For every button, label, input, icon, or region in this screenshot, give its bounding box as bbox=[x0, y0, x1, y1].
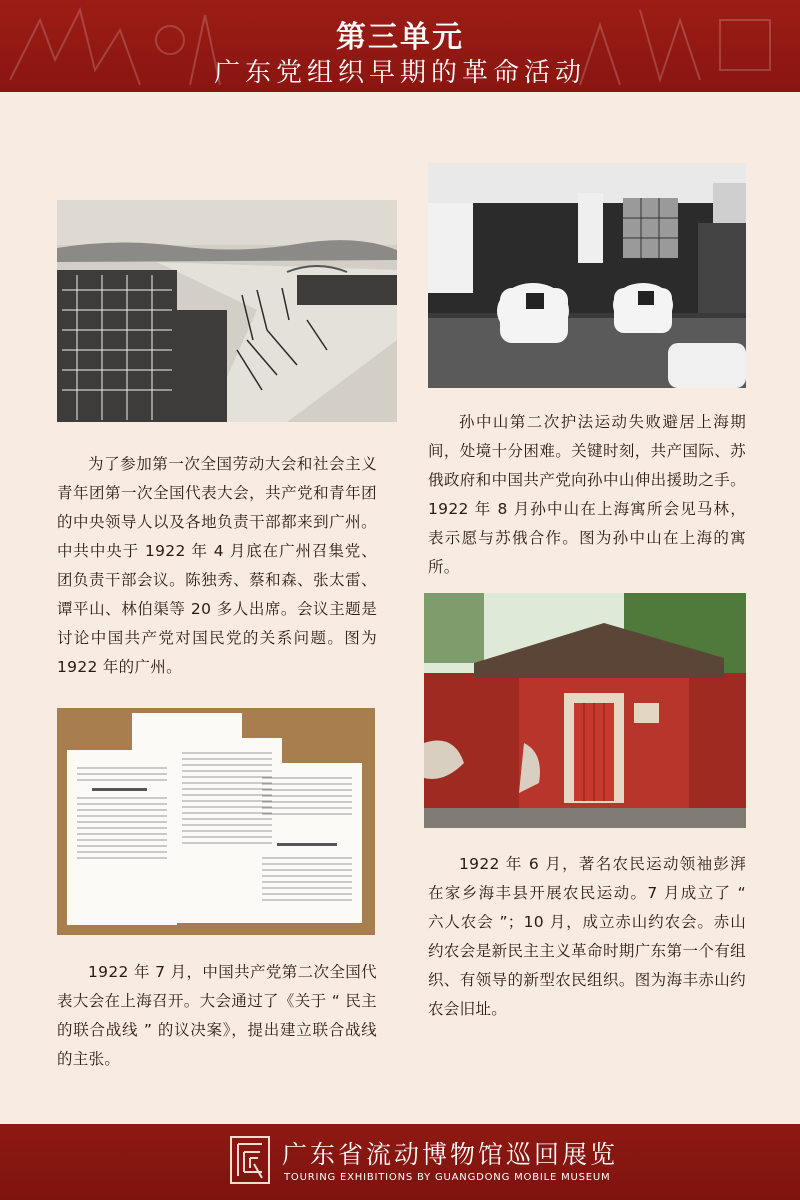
museum-name-english: TOURING EXHIBITIONS BY GUANGDONG MOBILE MUSEUM bbox=[284, 1172, 611, 1183]
sun-yat-sen-residence-photo bbox=[428, 163, 746, 388]
caption-second-congress: 1922 年 7 月，中国共产党第二次全国代表大会在上海召开。大会通过了《关于 “ 民主的联合战线 ” 的议决案》，提出建立联合战线的主张。 bbox=[57, 963, 377, 1068]
guangzhou-sketch-icon bbox=[57, 200, 397, 422]
caption-guangzhou: 为了参加第一次全国劳动大会和社会主义青年团第一次全国代表大会，共产党和青年团的中央领导人以及各地负责干部都来到广州。中共中央于 1922 年 4 月底在广州召集党、团负责干部会议。陈独秀、蔡和森、张太雷、谭平山、林伯渠等 20 多人出席。会议主题是讨论中国共产党对国民党的关系问题。图为 1922 年的广州。 bbox=[57, 455, 377, 676]
unit-title: 第三单元 bbox=[336, 20, 464, 55]
second-congress-documents-photo bbox=[57, 708, 375, 935]
caption-sun-yat-sen: 孙中山第二次护法运动失败避居上海期间，处境十分困难。关键时刻，共产国际、苏俄政府和中国共产党向孙中山伸出援助之手。1922 年 8 月孙中山在上海寓所会见马林，表示愿与苏俄合作。图为孙中山在上海的寓所。 bbox=[428, 413, 746, 576]
footer-banner bbox=[0, 1124, 800, 1200]
residence-interior-icon bbox=[428, 163, 746, 388]
chishan-building-icon bbox=[424, 593, 746, 828]
unit-subtitle: 广东党组织早期的革命活动 bbox=[213, 58, 586, 88]
museum-seal-icon bbox=[230, 1136, 270, 1184]
header-banner bbox=[0, 0, 800, 92]
chishan-peasant-association-photo bbox=[424, 593, 746, 828]
caption-chishan: 1922 年 6 月，著名农民运动领袖彭湃在家乡海丰县开展农民运动。7 月成立了 “ 六人农会 ”；10 月，成立赤山约农会。赤山约农会是新民主主义革命时期广东第一个有组织、有领导的新型农民组织。图为海丰赤山约农会旧址。 bbox=[428, 855, 746, 1018]
guangzhou-sketch-photo bbox=[57, 200, 397, 422]
congress-documents-icon bbox=[57, 708, 375, 935]
museum-name: 广东省流动博物馆巡回展览 bbox=[282, 1140, 619, 1169]
